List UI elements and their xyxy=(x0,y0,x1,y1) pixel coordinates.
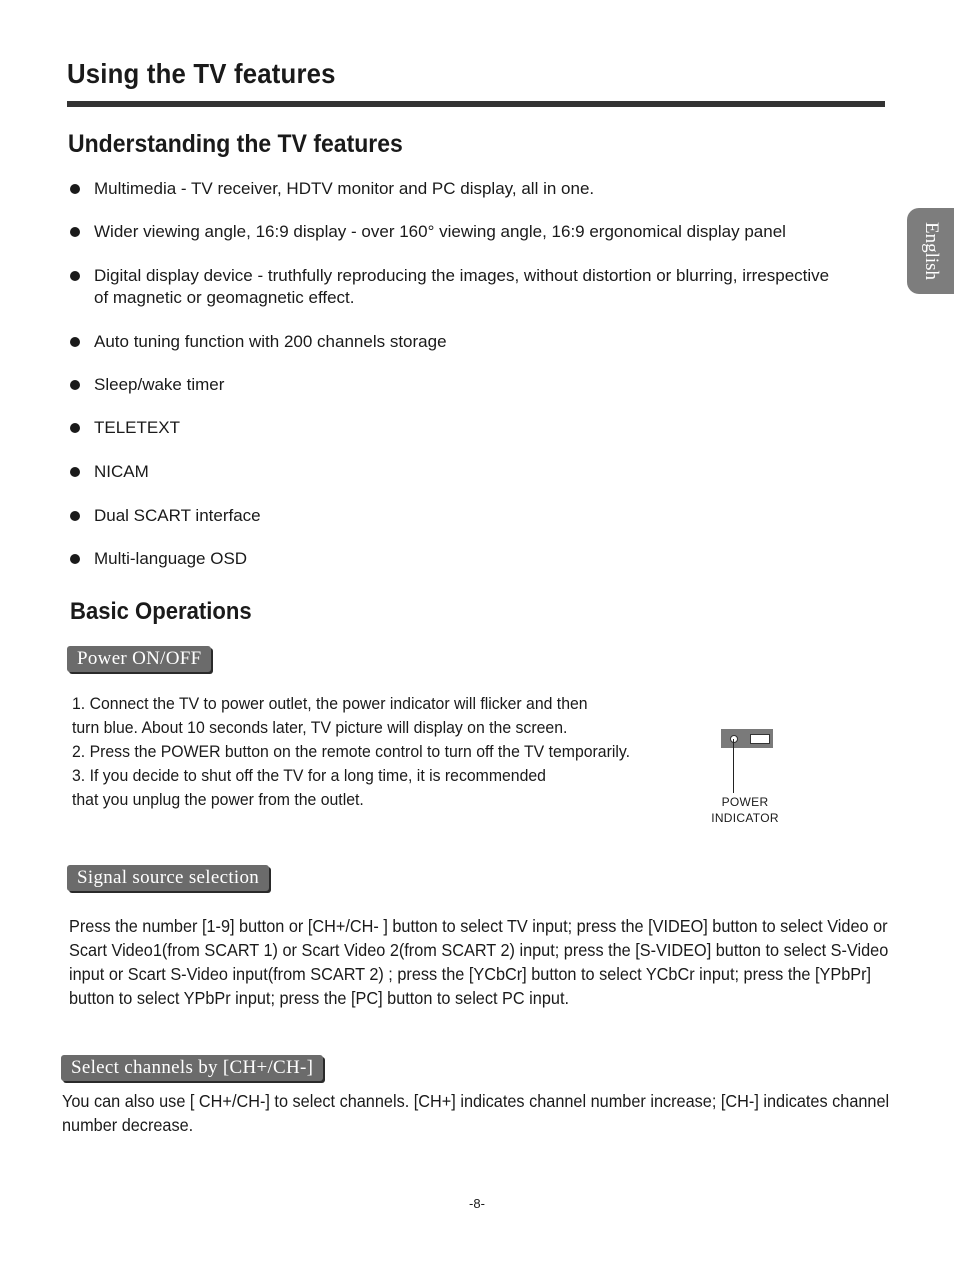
feature-text: Multimedia - TV receiver, HDTV monitor and PC display, all in one. xyxy=(94,179,595,198)
language-tab-label: English xyxy=(920,221,942,281)
bullet-icon xyxy=(70,184,80,194)
feature-text: TELETEXT xyxy=(94,418,180,437)
bullet-icon xyxy=(70,511,80,521)
indicator-leader-line xyxy=(733,739,734,793)
feature-text: Sleep/wake timer xyxy=(94,375,225,394)
led-icon xyxy=(730,735,738,743)
feature-text: Multi-language OSD xyxy=(94,549,248,568)
signal-text-line: Press the number [1-9] button or [CH+/CH- ] button to select TV input; press the [VIDEO] button to select Video or xyxy=(69,916,888,936)
power-indicator-diagram xyxy=(721,729,773,748)
channels-text-line: You can also use [ CH+/CH-] to select channels. [CH+] indicates channel number increase; [CH-] indicates channel xyxy=(62,1091,890,1111)
bullet-icon xyxy=(70,271,80,281)
title-divider xyxy=(67,101,885,107)
power-step: turn blue. About 10 seconds later, TV picture will display on the screen. xyxy=(72,718,568,737)
bullet-icon xyxy=(70,554,80,564)
feature-text: Digital display device - truthfully reproducing the images, without distortion or blurring, irrespective xyxy=(94,266,830,285)
feature-text: Dual SCART interface xyxy=(94,506,261,525)
power-step: 1. Connect the TV to power outlet, the power indicator will flicker and then xyxy=(72,694,588,713)
power-step: that you unplug the power from the outlet. xyxy=(72,790,364,809)
power-step: 3. If you decide to shut off the TV for a long time, it is recommended xyxy=(72,766,546,785)
channels-text-line: number decrease. xyxy=(62,1115,194,1135)
signal-text-line: input or Scart S-Video input(from SCART 2) ; press the [YCbCr] button to select YCbCr input; press the [YPbPr] xyxy=(69,964,872,984)
power-onoff-label: Power ON/OFF xyxy=(67,646,211,672)
power-indicator-label: POWER INDICATOR xyxy=(711,795,779,825)
bullet-icon xyxy=(70,423,80,433)
bullet-icon xyxy=(70,227,80,237)
bullet-icon xyxy=(70,337,80,347)
feature-text: Auto tuning function with 200 channels storage xyxy=(94,332,447,351)
feature-text: Wider viewing angle, 16:9 display - over 160° viewing angle, 16:9 ergonomical display panel xyxy=(94,222,786,241)
power-step: 2. Press the POWER button on the remote control to turn off the TV temporarily. xyxy=(72,742,631,761)
page-number: -8- xyxy=(469,1196,485,1211)
basic-operations-heading: Basic Operations xyxy=(70,598,252,625)
page-title: Using the TV features xyxy=(67,58,336,89)
features-heading: Understanding the TV features xyxy=(68,130,403,158)
signal-text-line: button to select YPbPr input; press the [PC] button to select PC input. xyxy=(69,988,569,1008)
select-channels-label: Select channels by [CH+/CH-] xyxy=(61,1055,323,1081)
feature-text: NICAM xyxy=(94,462,149,481)
sensor-slot-icon xyxy=(750,734,770,744)
bullet-icon xyxy=(70,380,80,390)
signal-source-label: Signal source selection xyxy=(67,865,269,891)
feature-text-cont: of magnetic or geomagnetic effect. xyxy=(94,288,355,307)
signal-text-line: Scart Video1(from SCART 1) or Scart Video 2(from SCART 2) input; press the [S-VIDEO] button to select S-Video xyxy=(69,940,889,960)
language-tab[interactable] xyxy=(907,208,954,294)
bullet-icon xyxy=(70,467,80,477)
